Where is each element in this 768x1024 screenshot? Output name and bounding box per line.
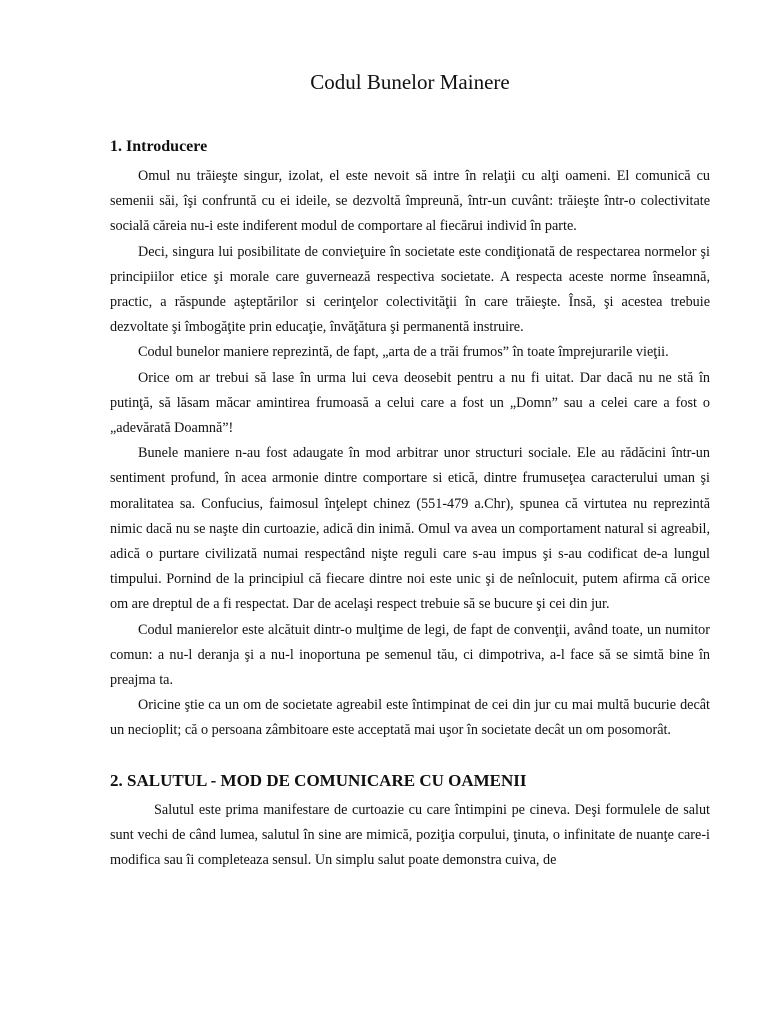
paragraph: Omul nu trăieşte singur, izolat, el este nevoit să intre în relaţii cu alţi oameni. El comunică cu semenii săi, îşi confruntă cu ei ideile, se dezvoltă împreună, într-un cuvânt: trăieşte într-o colectivitate socială căreia nu-i este indiferent modul de comportare al fiecărui individ în parte. bbox=[110, 168, 710, 235]
paragraph: Oricine ştie ca un om de societate agreabil este întimpinat de cei din jur cu mai multă bucurie decât un necioplit; că o persoana zâmbitoare este acceptată mai uşor în societate decât un om posomorât. bbox=[110, 697, 710, 739]
section-heading: 2. SALUTUL - MOD DE COMUNICARE CU OAMENII bbox=[110, 770, 527, 790]
paragraph: Codul manierelor este alcătuit dintr-o mulţime de legi, de fapt de convenţii, având toate, un numitor comun: a nu-l deranja şi a nu-l inoportuna pe semenul tău, ci dimpotriva, a-l face să se simtă bine în preajma ta. bbox=[110, 621, 710, 689]
paragraph: Codul bunelor maniere reprezintă, de fapt, „arta de a trăi frumos” în toate împrejurarile vieţii. bbox=[138, 344, 669, 361]
section-heading: 1. Introducere bbox=[110, 138, 208, 155]
document-title: Codul Bunelor Mainere bbox=[310, 70, 510, 94]
paragraph: Salutul este prima manifestare de curtoazie cu care întimpini pe cineva. Deşi formulele de salut sunt vechi de când lumea, salutul în sine are mimică, poziţia corpului, ţinuta, o infinitate de nuanţe care-i modifica sau îi completeaza sensul. Un simplu salut poate demonstra cuiva, de bbox=[110, 801, 710, 869]
section-introducere bbox=[110, 136, 710, 744]
section-salutul bbox=[110, 770, 710, 874]
paragraph: Bunele maniere n-au fost adaugate în mod arbitrar unor structuri sociale. Ele au rădăcini într-un sentiment profund, în acea armonie dintre comportare si etică, dintre frumuseţea caracterului uman şi moralitatea sa. Confucius, faimosul înţelept chinez (551-479 a.Chr), spunea că virtutea nu reprezintă nimic dacă nu se naşte din curtoazie, adică din inimă. Omul va avea un comportament natural si agreabil, adică o purtare civilizată numai respectând nişte reguli care s-au impus şi s-au codificat de-a lungul timpului. Pornind de la principiul că fiecare dintre noi este unic şi de neînlocuit, putem afirma că orice om are dreptul de a fi respectat. Dar de acelaşi respect trebuie să se bucure şi cei din jur. bbox=[110, 445, 710, 613]
paragraph: Deci, singura lui posibilitate de convieţuire în societate este condiţionată de respectarea normelor şi principiilor etice şi morale care guvernează respectiva societate. A respecta aceste norme înseamnă, practic, a răspunde aşteptărilor si cerinţelor colectivităţii în care trăieşte. Însă, şi acestea trebuie dezvoltate şi îmbogăţite prin educaţie, învăţătura şi permanentă instruire. bbox=[110, 243, 710, 336]
paragraph: Orice om ar trebui să lase în urma lui ceva deosebit pentru a nu fi uitat. Dar dacă nu ne stă în putinţă, să lăsam măcar amintirea frumoasă a celui care a fost un „Domn” sau a celei care a fost o „adevărată Doamnă”! bbox=[110, 369, 710, 437]
